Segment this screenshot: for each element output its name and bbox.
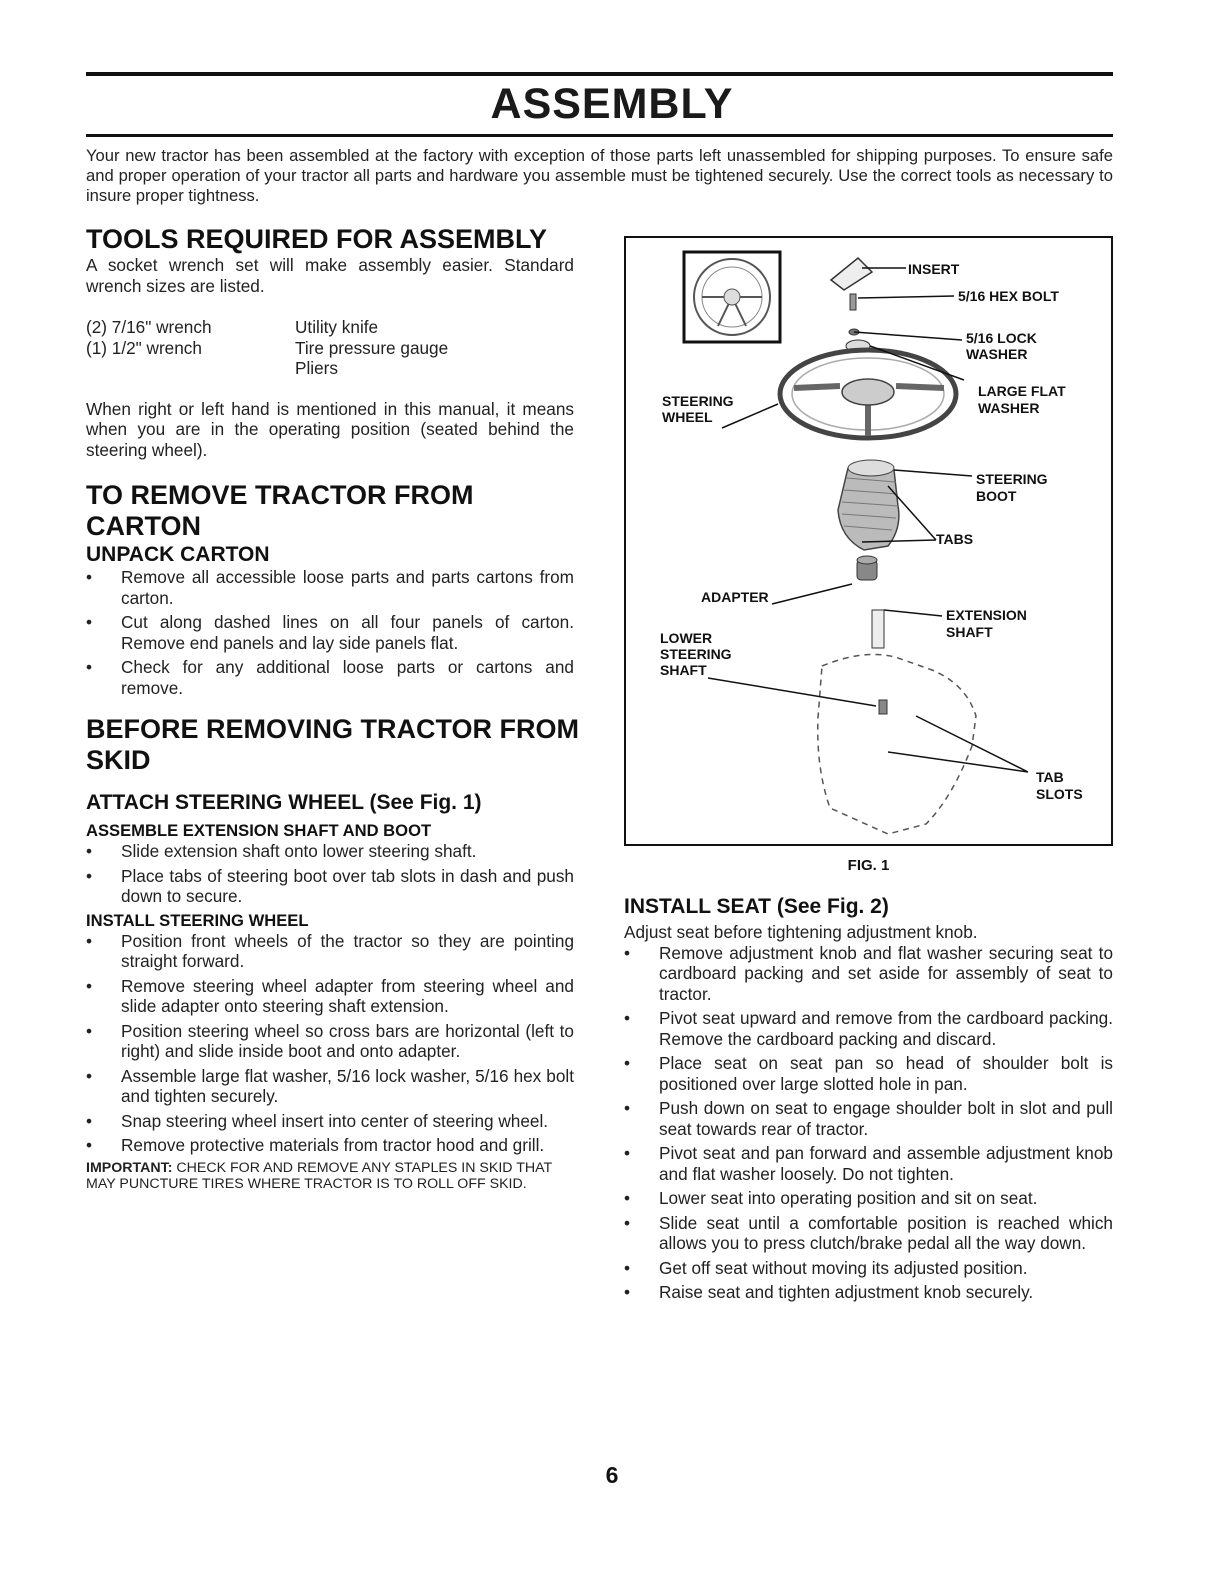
label-tab-slots: TAB xyxy=(1036,769,1064,785)
insert-icon xyxy=(831,258,872,290)
hex-bolt-icon xyxy=(850,294,856,310)
leader-flat-washer xyxy=(870,346,964,380)
label-extension-shaft: EXTENSION xyxy=(946,607,1027,623)
list-item: • Raise seat and tighten adjustment knob securely. xyxy=(624,1282,1113,1303)
seat-list xyxy=(624,943,1113,1303)
boot-top xyxy=(848,460,894,476)
label-lower-steering-shaft: SHAFT xyxy=(660,662,707,678)
title-rule xyxy=(86,134,1113,137)
label-insert: INSERT xyxy=(908,261,960,277)
steering-assembly-diagram xyxy=(626,238,1111,844)
unpack-list xyxy=(86,567,574,698)
list-item: • Assemble large flat washer, 5/16 lock washer, 5/16 hex bolt and tighten securely. xyxy=(86,1066,574,1107)
list-item: • Check for any additional loose parts or cartons and remove. xyxy=(86,657,574,698)
leader-adapter xyxy=(772,584,852,604)
tools-list xyxy=(86,317,574,379)
tools-heading: TOOLS REQUIRED FOR ASSEMBLY xyxy=(86,224,548,254)
leader-boot xyxy=(894,470,972,476)
label-steering-wheel: STEERING xyxy=(662,393,734,409)
label-lock-washer: WASHER xyxy=(966,346,1028,362)
list-item: • Remove all accessible loose parts and parts cartons from carton. xyxy=(86,567,574,608)
list-item: • Remove adjustment knob and flat washer securing seat to cardboard packing and set aside for assembly of seat to tractor. xyxy=(624,943,1113,1005)
leader-tab-slots xyxy=(888,716,1028,772)
lower-shaft-icon xyxy=(879,700,887,714)
label-adapter: ADAPTER xyxy=(701,589,769,605)
important-text: CHECK FOR AND REMOVE ANY STAPLES IN SKID THAT MAY PUNCTURE TIRES WHERE TRACTOR IS TO ROLL OFF SKID. xyxy=(86,1159,552,1192)
leader-lock-washer xyxy=(854,332,962,340)
tool-item: Tire pressure gauge xyxy=(295,337,449,358)
left-column xyxy=(86,224,580,1192)
orientation-note: When right or left hand is mentioned in this manual, it means when you are in the operating position (seated behind the steering wheel). xyxy=(86,398,574,460)
list-item: • Pivot seat upward and remove from the cardboard packing. Remove the cardboard packing and discard. xyxy=(624,1008,1113,1049)
tool-item: Utility knife xyxy=(295,317,379,337)
wheel-list xyxy=(86,931,574,1156)
page-number: 6 xyxy=(605,1462,619,1488)
adapter-top xyxy=(857,556,877,564)
leader-extension xyxy=(884,610,942,616)
label-steering-boot: BOOT xyxy=(976,488,1017,504)
list-item: • Snap steering wheel insert into center of steering wheel. xyxy=(86,1111,574,1132)
label-flat-washer: LARGE FLAT xyxy=(978,383,1066,399)
label-lower-steering-shaft: LOWER xyxy=(660,630,713,646)
wheel-heading: INSTALL STEERING WHEEL xyxy=(86,910,309,930)
dash-panel-icon xyxy=(818,654,976,834)
important-label: IMPORTANT: xyxy=(86,1159,173,1176)
label-lock-washer: 5/16 LOCK xyxy=(966,330,1037,346)
label-tab-slots: SLOTS xyxy=(1036,786,1083,802)
leader-lower-shaft xyxy=(708,678,876,706)
tool-item: (2) 7/16" wrench xyxy=(86,317,212,337)
top-rule xyxy=(86,72,1113,76)
before-heading: BEFORE REMOVING TRACTOR FROM SKID xyxy=(86,714,580,775)
list-item: • Lower seat into operating position and sit on seat. xyxy=(624,1188,1113,1209)
list-item: • Slide seat until a comfortable position is reached which allows you to press clutch/brake pedal all the way down. xyxy=(624,1213,1113,1254)
list-item: • Remove steering wheel adapter from steering wheel and slide adapter onto steering shaft extension. xyxy=(86,976,574,1017)
label-steering-wheel: WHEEL xyxy=(662,409,713,425)
unpack-heading: UNPACK CARTON xyxy=(86,543,270,566)
list-item: • Pivot seat and pan forward and assemble adjustment knob and flat washer loosely. Do not tighten. xyxy=(624,1143,1113,1184)
right-column xyxy=(624,870,1113,1307)
list-item: • Place tabs of steering boot over tab slots in dash and push down to secure. xyxy=(86,866,574,907)
extension-shaft-icon xyxy=(872,610,884,648)
tool-item: Pliers xyxy=(295,358,338,378)
label-flat-washer: WASHER xyxy=(978,400,1040,416)
attach-heading: ATTACH STEERING WHEEL (See Fig. 1) xyxy=(86,791,482,814)
shaft-list xyxy=(86,841,574,907)
label-lower-steering-shaft: STEERING xyxy=(660,646,732,662)
tools-wrenches xyxy=(86,317,295,379)
list-item: • Position steering wheel so cross bars are horizontal (left to right) and slide inside boot and onto adapter. xyxy=(86,1021,574,1062)
label-tabs: TABS xyxy=(936,531,974,547)
list-item: • Get off seat without moving its adjusted position. xyxy=(624,1258,1113,1279)
list-item: • Cut along dashed lines on all four panels of carton. Remove end panels and lay side panels flat. xyxy=(86,612,574,653)
seat-heading: INSTALL SEAT (See Fig. 2) xyxy=(624,895,889,918)
important-note xyxy=(86,1160,574,1192)
list-item: • Push down on seat to engage shoulder bolt in slot and pull seat towards rear of tractor. xyxy=(624,1098,1113,1139)
intro-paragraph: Your new tractor has been assembled at the factory with exception of those parts left unassembled for shipping purposes. To ensure safe and proper operation of your tractor all parts and hardware you assemble must be tightened securely. Use the correct tools as necessary to insure proper tightness. xyxy=(86,146,1113,205)
label-steering-boot: STEERING xyxy=(976,471,1048,487)
page-title: ASSEMBLY xyxy=(490,80,734,128)
remove-heading: TO REMOVE TRACTOR FROM CARTON xyxy=(86,480,474,541)
leader-hex-bolt xyxy=(858,296,954,298)
shaft-heading: ASSEMBLE EXTENSION SHAFT AND BOOT xyxy=(86,821,432,840)
seat-intro: Adjust seat before tightening adjustment knob. xyxy=(624,922,978,942)
tools-intro: A socket wrench set will make assembly easier. Standard wrench sizes are listed. xyxy=(86,255,574,296)
figure-1 xyxy=(624,236,1113,846)
steering-wheel-hub xyxy=(842,379,894,405)
tool-item: (1) 1/2" wrench xyxy=(86,337,202,358)
inset-hub xyxy=(724,289,740,305)
list-item: • Slide extension shaft onto lower steering shaft. xyxy=(86,841,574,862)
list-item: • Position front wheels of the tractor so they are pointing straight forward. xyxy=(86,931,574,972)
label-extension-shaft: SHAFT xyxy=(946,624,993,640)
tools-other xyxy=(295,317,574,379)
figure-caption: FIG. 1 xyxy=(847,857,890,874)
label-hex-bolt: 5/16 HEX BOLT xyxy=(958,288,1059,304)
list-item: • Place seat on seat pan so head of shoulder bolt is positioned over large slotted hole in pan. xyxy=(624,1053,1113,1094)
list-item: • Remove protective materials from tractor hood and grill. xyxy=(86,1135,574,1156)
